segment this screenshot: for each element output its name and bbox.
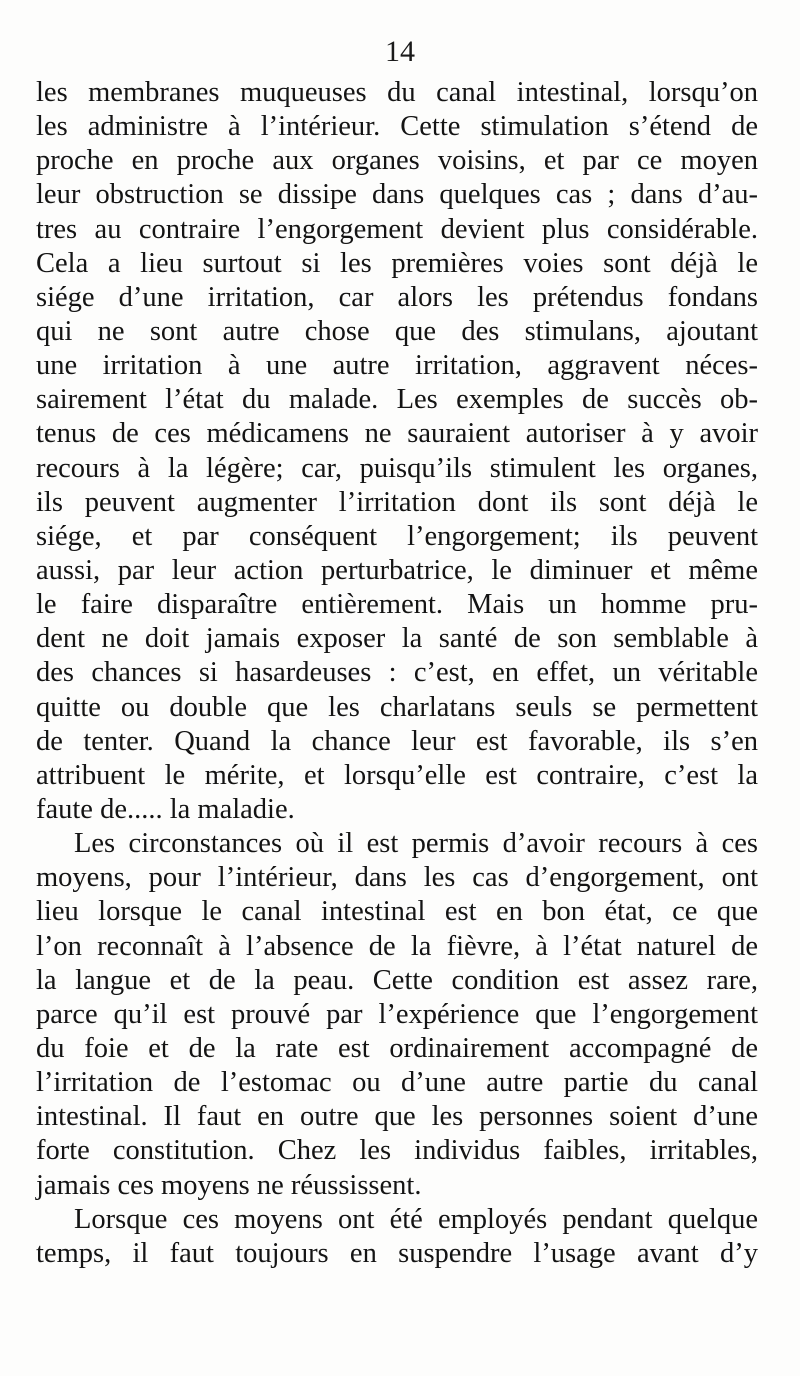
text-line: forte constitution. Chez les individus faibles, irritables,: [36, 1135, 758, 1167]
text-line: la langue et de la peau. Cette condition est assez rare,: [36, 964, 758, 996]
text-line: dent ne doit jamais exposer la santé de son semblable à: [36, 623, 758, 655]
text-line: moyens, pour l’intérieur, dans les cas d’engorgement, ont: [36, 862, 758, 894]
text-line: siége d’une irritation, car alors les prétendus fondans: [36, 281, 758, 313]
text-line: une irritation à une autre irritation, aggravent néces-: [36, 350, 758, 382]
text-line: Les circonstances où il est permis d’avoir recours à ces: [74, 828, 758, 860]
text-line: ils peuvent augmenter l’irritation dont ils sont déjà le: [36, 486, 758, 518]
text-line: parce qu’il est prouvé par l’expérience que l’engorgement: [36, 998, 758, 1030]
text-line: les membranes muqueuses du canal intestinal, lorsqu’on: [36, 77, 758, 108]
text-line: le faire disparaître entièrement. Mais un homme pru-: [36, 589, 758, 621]
text-line: l’irritation de l’estomac ou d’une autre partie du canal: [36, 1067, 758, 1099]
text-line: faute de..... la maladie.: [36, 793, 295, 825]
text-line: jamais ces moyens ne réussissent.: [36, 1169, 422, 1201]
body-text: [36, 76, 758, 1271]
paragraph-2: [36, 827, 758, 1203]
text-line: attribuent le mérite, et lorsqu’elle est contraire, c’est la: [36, 759, 758, 791]
text-line: leur obstruction se dissipe dans quelques cas ; dans d’au-: [36, 179, 758, 211]
text-line: siége, et par conséquent l’engorgement; ils peuvent: [36, 520, 758, 552]
text-line: les administre à l’intérieur. Cette stimulation s’étend de: [36, 111, 758, 143]
text-line: sairement l’état du malade. Les exemples de succès ob-: [36, 384, 758, 416]
text-line: lieu lorsque le canal intestinal est en bon état, ce que: [36, 896, 758, 928]
text-line: intestinal. Il faut en outre que les personnes soient d’une: [36, 1101, 758, 1133]
text-line: Cela a lieu surtout si les premières voies sont déjà le: [36, 247, 758, 279]
text-line: temps, il faut toujours en suspendre l’usage avant d’y: [36, 1237, 758, 1269]
text-line: proche en proche aux organes voisins, et par ce moyen: [36, 145, 758, 177]
text-line: l’on reconnaît à l’absence de la fièvre, à l’état naturel de: [36, 930, 758, 962]
text-line: qui ne sont autre chose que des stimulans, ajoutant: [36, 315, 758, 347]
text-line: quitte ou double que les charlatans seuls se permettent: [36, 691, 758, 723]
page-number: 14: [385, 35, 415, 68]
text-line: des chances si hasardeuses : c’est, en effet, un véritable: [36, 657, 758, 689]
text-line: de tenter. Quand la chance leur est favorable, ils s’en: [36, 725, 758, 757]
text-line: du foie et de la rate est ordinairement accompagné de: [36, 1032, 758, 1064]
text-line: tres au contraire l’engorgement devient plus considérable.: [36, 213, 758, 245]
text-line: Lorsque ces moyens ont été employés pendant quelque: [74, 1203, 758, 1235]
paragraph-3: [36, 1203, 758, 1271]
paragraph-1: [36, 76, 758, 827]
text-line: tenus de ces médicamens ne sauraient autoriser à y avoir: [36, 418, 758, 450]
text-line: recours à la légère; car, puisqu’ils stimulent les organes,: [36, 452, 758, 484]
text-line: aussi, par leur action perturbatrice, le diminuer et même: [36, 554, 758, 586]
